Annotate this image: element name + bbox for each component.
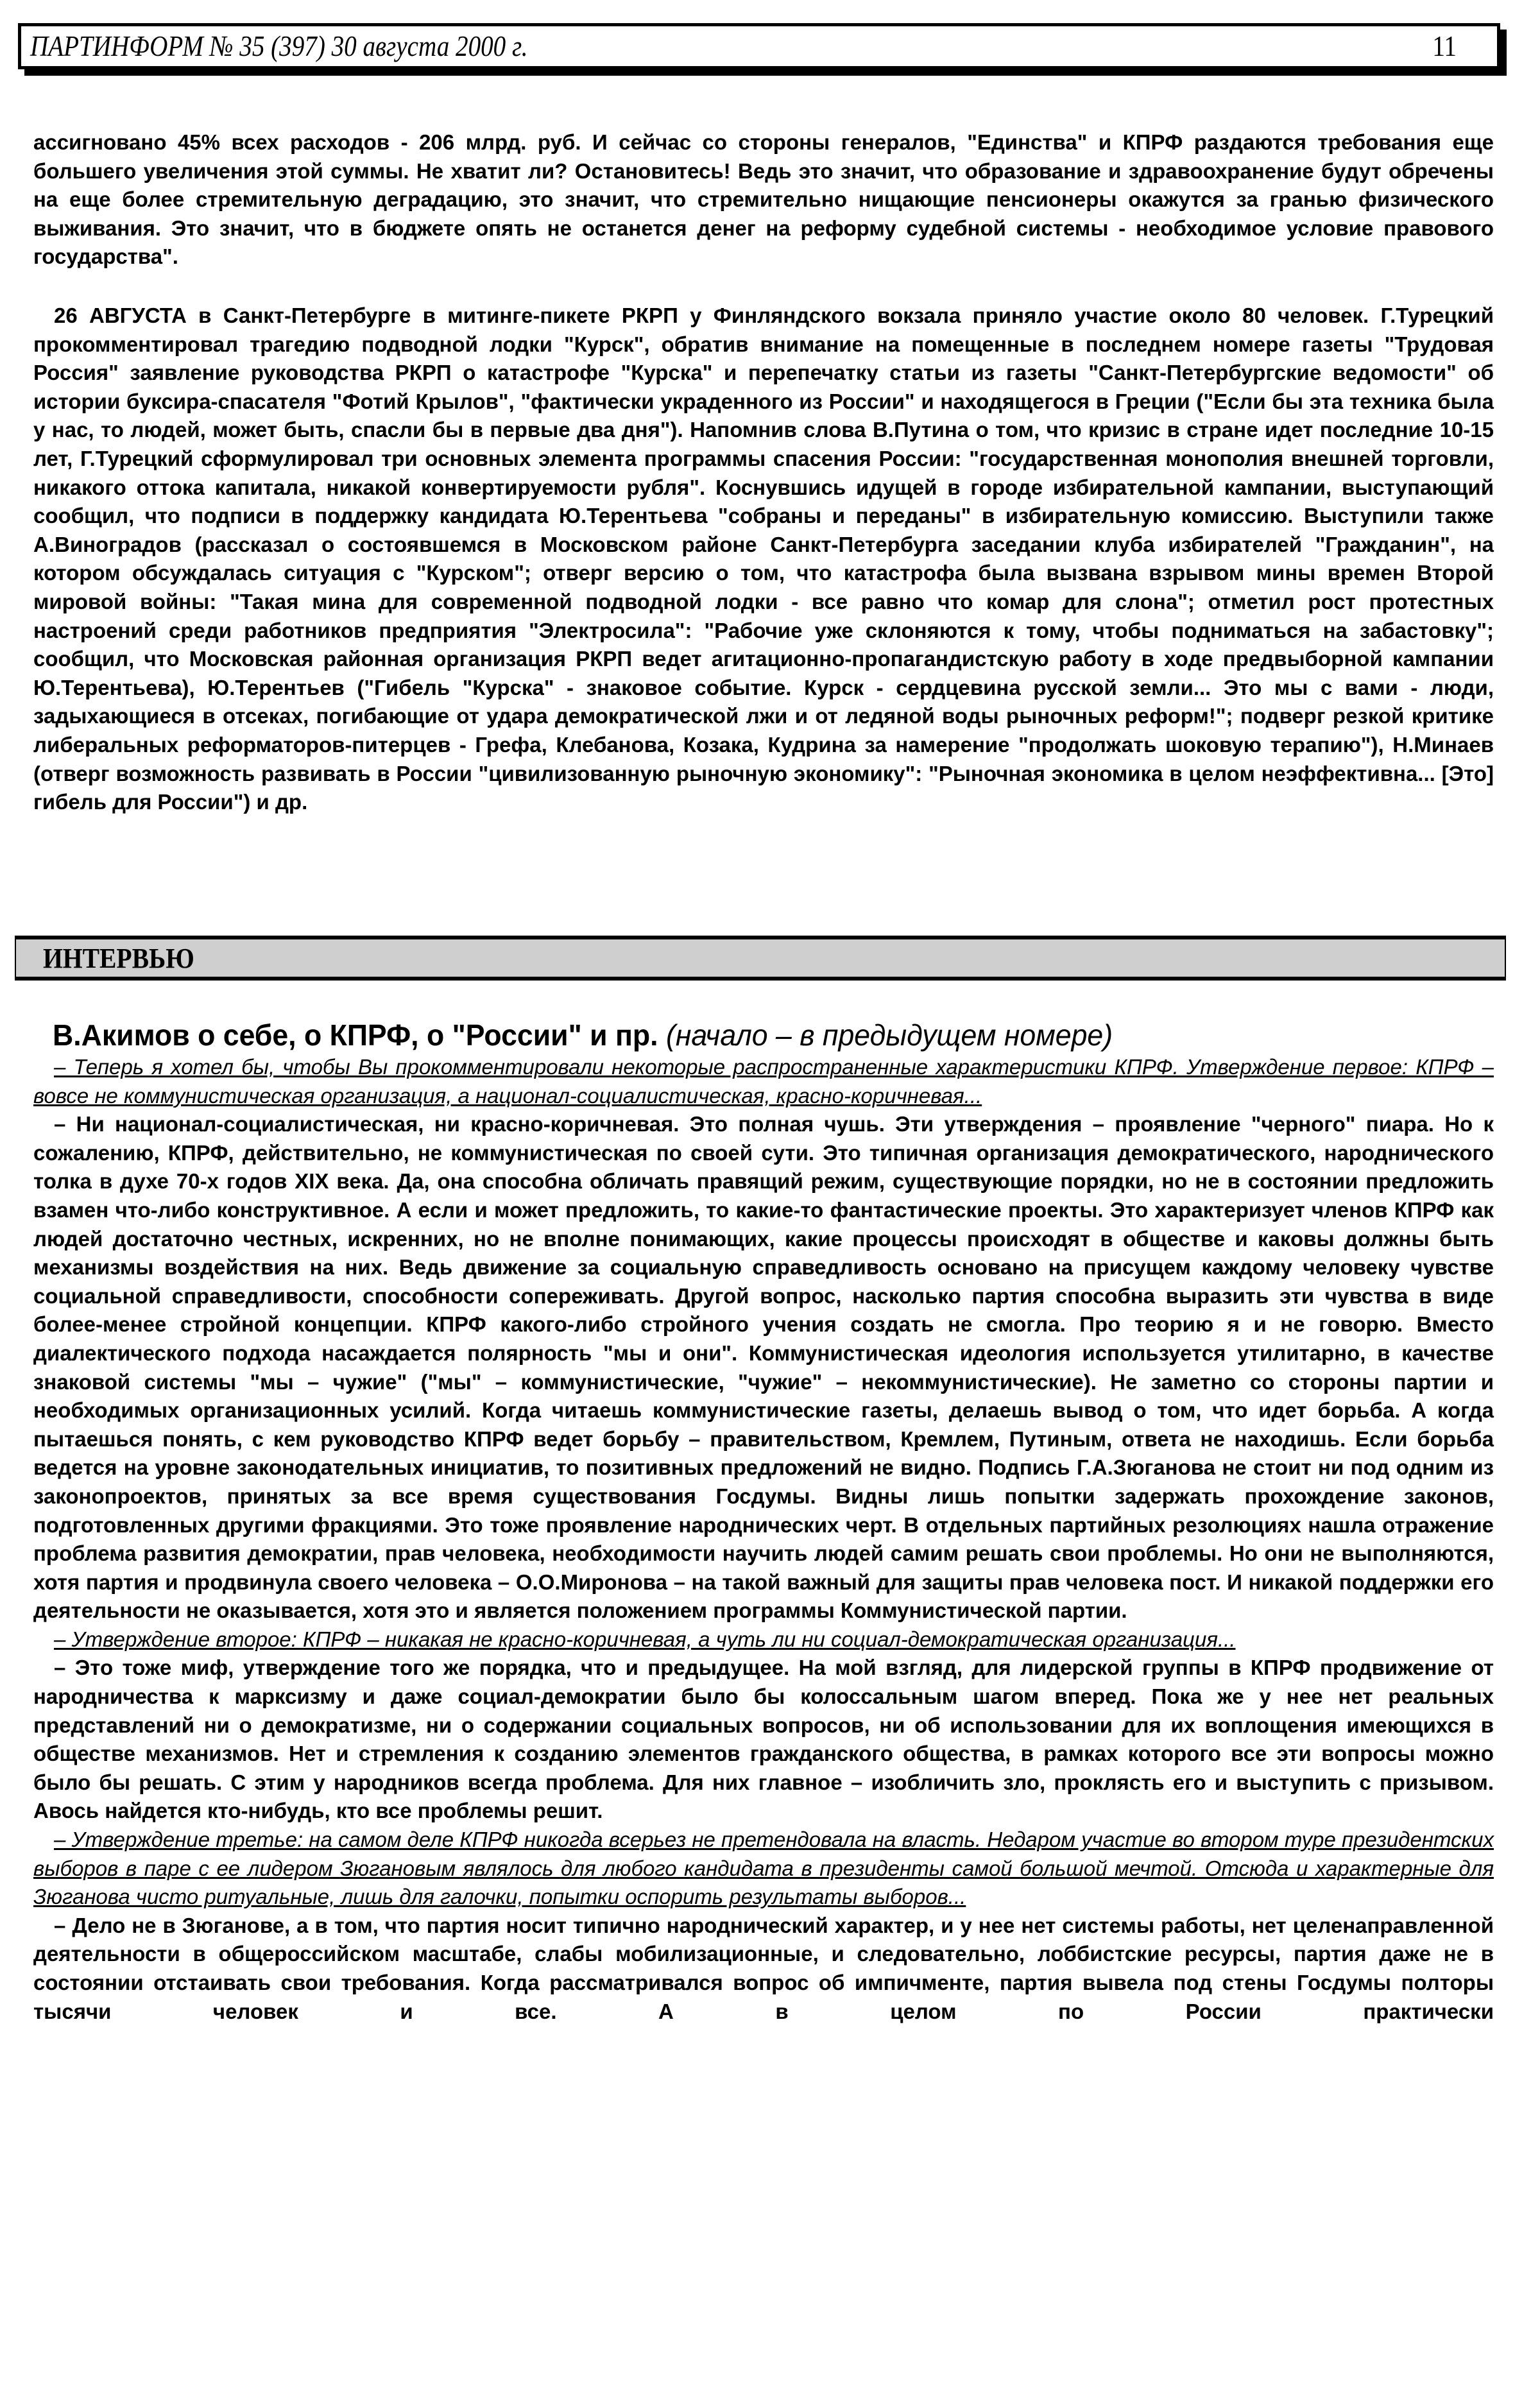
- question-1: – Теперь я хотел бы, чтобы Вы прокомментировали некоторые распространенные характеристики КПРФ. Утверждение первое: КПРФ – вовсе не коммунистическая организация, а национал-социалистическая, красно-коричневая...: [33, 1055, 1494, 1108]
- page-number: 11: [1432, 30, 1457, 62]
- article-title: [53, 1017, 1451, 1053]
- section-header: [15, 936, 1506, 981]
- answer-1: – Ни национал-социалистическая, ни красно-коричневая. Это полная чушь. Эти утверждения – проявление "черного" пиара. Но к сожалению, КПРФ, действительно, не коммунистическая по своей сути. Это типичная организация демократического, народнического толка в духе 70-х годов XIX века. Да, она способна обличать правящий режим, существующие порядки, но не в состоянии предложить взамен что-либо конструктивное. А если и может предложить, то какие-то фантастические проекты. Это характеризует членов КПРФ как людей достаточно честных, искренних, но не вполне понимающих, какие процессы происходят в обществе и каковы должны быть механизмы воздействия на них. Ведь движение за социальную справедливость основано на присущем каждому человеку чувстве социальной справедливости, способности сопереживать. Другой вопрос, насколько партия способна выразить эти чувства в виде более-менее стройной концепции. КПРФ какого-либо стройного учения создать не смогла. Про теорию я и не говорю. Вместо диалектического подхода насаждается полярность "мы и они". Коммунистическая идеология используется утилитарно, в качестве знаковой системы "мы – чужие" ("мы" – коммунистические, "чужие" – некоммунистические). Не заметно со стороны партии и необходимых организационных усилий. Когда читаешь коммунистические газеты, делаешь вывод о том, что идет борьба. А когда пытаешься понять, с кем руководство КПРФ ведет борьбу – правительством, Кремлем, Путиным, ответа не находишь. Если борьба ведется на уровне законодательных инициатив, то позитивных предложений не видно. Подпись Г.А.Зюганова не стоит ни под одним из законопроектов, принятых за все время существования Госдумы. Видны лишь попытки задержать прохождение законов, подготовленных другими фракциями. Это тоже проявление народнических черт. В отдельных партийных резолюциях нашла отражение проблема развития демократии, прав человека, необходимости научить людей самим решать свои проблемы. Но они не выполняются, хотя партия и продвинула своего человека – О.О.Миронова – на такой важный для защиты прав человека пост. И никакой поддержки его деятельности не оказывается, хотя это и является положением программы Коммунистической партии.: [33, 1112, 1494, 1623]
- paragraph-rally-report: 26 АВГУСТА в Санкт-Петербурге в митинге-пикете РКРП у Финляндского вокзала приняло участие около 80 человек. Г.Турецкий прокомментировал трагедию подводной лодки "Курск", обратив внимание на помещенные в последнем номере газеты "Трудовая Россия" заявление руководства РКРП о катастрофе "Курска" и перепечатку статьи из газеты "Санкт-Петербургские ведомости" об истории буксира-спасателя "Фотий Крылов", "фактически украденного из России" и находящегося в Греции ("Если бы эта техника была у нас, то людей, может быть, спасли бы в первые два дня"). Напомнив слова В.Путина о том, что кризис в стране идет последние 10-15 лет, Г.Турецкий сформулировал три основных элемента программы спасения России: "государственная монополия внешней торговли, никакого оттока капитала, никакой конвертируемости рубля". Коснувшись идущей в городе избирательной кампании, выступающий сообщил, что подписи в поддержку кандидата Ю.Терентьева "собраны и переданы" в избирательную комиссию. Выступили также А.Виноградов (рассказал о состоявшемся в Московском районе Санкт-Петербурга заседании клуба избирателей "Гражданин", на котором обсуждалась ситуация с "Курском"; отверг версию о том, что катастрофа была вызвана взрывом мины времен Второй мировой войны: "Такая мина для современной подводной лодки - все равно что комар для слона"; отметил рост протестных настроений среди работников предприятия "Электросила": "Рабочие уже склоняются к тому, чтобы подниматься на забастовку"; сообщил, что Московская районная организация РКРП ведет агитационно-пропагандистскую работу в ходе предвыборной кампании Ю.Терентьева), Ю.Терентьев ("Гибель "Курска" - знаковое событие. Курск - сердцевина русской земли... Это мы с вами - люди, задыхающиеся в отсеках, погибающие от удара демократической лжи и от ледяной воды рыночных реформ!"; подверг резкой критике либеральных реформаторов-питерцев - Грефа, Клебанова, Козака, Кудрина за намерение "продолжать шоковую терапию"), Н.Минаев (отверг возможность развивать в России "цивилизованную рыночную экономику": "Рыночная экономика в целом неэффективна... [Это] гибель для России") и др.: [33, 304, 1494, 814]
- page-header: [18, 23, 1500, 69]
- paragraph-continuation: ассигновано 45% всех расходов - 206 млрд. руб. И сейчас со стороны генералов, "Единства" и КПРФ раздаются требования еще большего увеличения этой суммы. Не хватит ли? Остановитесь! Ведь это значит, что образование и здравоохранение будут обречены на еще более стремительную деградацию, это значит, что стремительно нищающие пенсионеры окажутся за гранью физического выживания. Это значит, что в бюджете опять не останется денег на реформу судебной системы - необходимое условие правового государства".: [33, 130, 1494, 269]
- answer-3: – Дело не в Зюганове, а в том, что партия носит типично народнический характер, и у нее нет системы работы, нет целенаправленной деятельности в общероссийском масштабе, слабы мобилизационные, и следовательно, лоббистские ресурсы, партия даже не в состоянии отстаивать свои требования. Когда рассматривался вопрос об импичменте, партия вывела под стены Госдумы полторы тысячи человек и все. А в целом по России практически: [33, 1913, 1494, 2023]
- answer-2: – Это тоже миф, утверждение того же порядка, что и предыдущее. На мой взгляд, для лидерской группы в КПРФ продвижение от народничества к марксизму и даже социал-демократии было бы колоссальным шагом вперед. Пока же у нее нет реальных представлений ни о демократизме, ни о содержании социальных вопросов, ни об использовании для их воплощения имеющихся в обществе механизмов. Нет и стремления к созданию элементов гражданского общества, в рамках которого все эти вопросы можно было бы решать. С этим у народников всегда проблема. Для них главное – изобличить зло, проклясть его и выступить с призывом. Авось найдется кто-нибудь, кто все проблемы решит.: [33, 1656, 1494, 1823]
- article-subtitle: (начало – в предыдущем номере): [665, 1018, 1113, 1052]
- publication-title: ПАРТИНФОРМ № 35 (397) 30 августа 2000 г.: [30, 30, 528, 62]
- question-2: – Утверждение второе: КПРФ – никакая не красно-коричневая, а чуть ли ни социал-демократическая организация...: [54, 1627, 1236, 1651]
- article-headline: В.Акимов о себе, о КПРФ, о "России" и пр.: [53, 1018, 658, 1052]
- interview-article: [33, 1017, 1494, 2026]
- section-title: ИНТЕРВЬЮ: [43, 943, 194, 974]
- question-3: – Утверждение третье: на самом деле КПРФ никогда всерьез не претендовала на власть. Недаром участие во втором туре президентских выборов в паре с ее лидером Зюгановым являлось для любого кандидата в президенты самой большой мечтой. Отсюда и характерные для Зюганова чисто ритуальные, лишь для галочки, попытки оспорить результаты выборов...: [33, 1828, 1494, 1909]
